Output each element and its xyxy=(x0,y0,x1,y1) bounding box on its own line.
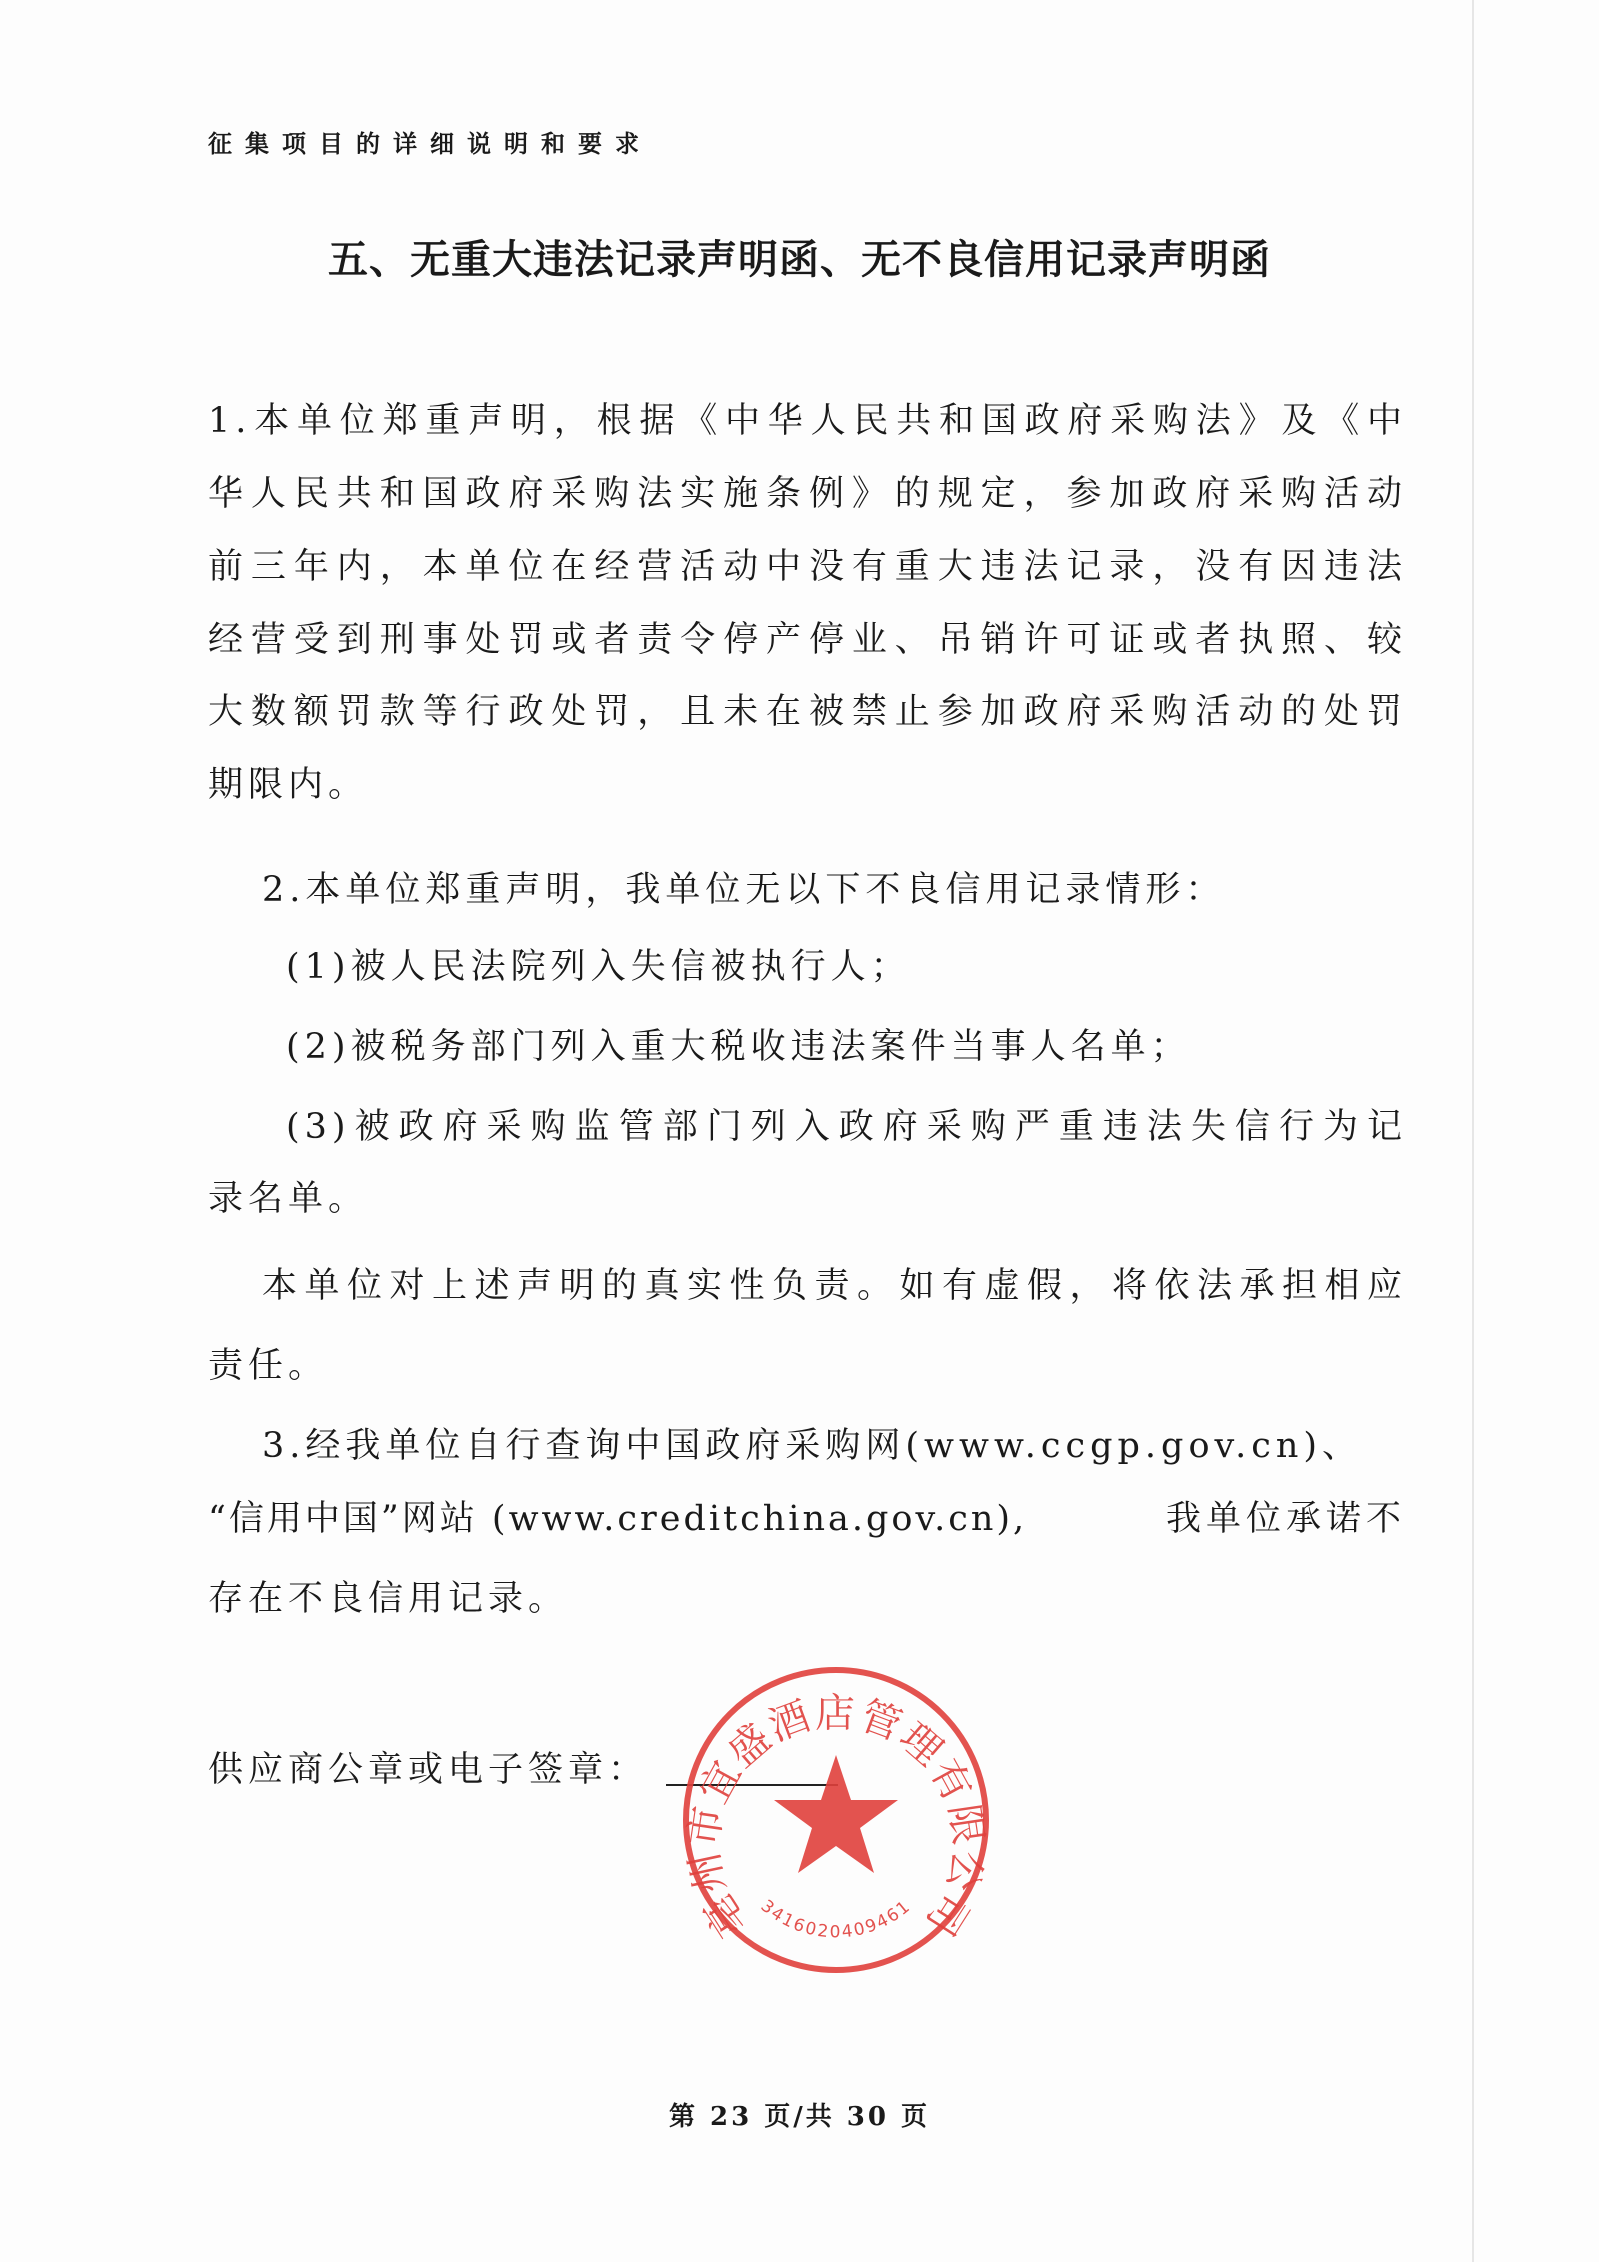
running-header: 征集项目的详细说明和要求 xyxy=(208,130,652,158)
list-item-cont: 录名单。 xyxy=(208,1179,369,1219)
para3-line: 我单位承诺不 xyxy=(1166,1499,1407,1539)
responsibility-line: 责任。 xyxy=(208,1346,329,1386)
scan-edge xyxy=(1472,0,1474,2262)
star-icon xyxy=(774,1755,898,1873)
page-footer: 第 23 页/共 30 页 xyxy=(668,2102,931,2132)
para1-line: 期限内。 xyxy=(208,765,369,805)
company-seal xyxy=(676,1660,996,1980)
seal-code: 3416020409461 xyxy=(756,1896,916,1943)
para1-line: 前三年内，本单位在经营活动中没有重大违法记录，没有因违法 xyxy=(208,547,1407,587)
para2-intro: 2.本单位郑重声明，我单位无以下不良信用记录情形： xyxy=(262,870,1226,910)
signature-label: 供应商公章或电子签章： xyxy=(208,1750,649,1790)
para1-line: 大数额罚款等行政处罚，且未在被禁止参加政府采购活动的处罚 xyxy=(208,692,1407,732)
para1-line: 经营受到刑事处罚或者责令停产停业、吊销许可证或者执照、较 xyxy=(208,620,1407,660)
svg-text:3416020409461 xyxy=(757,1896,916,1942)
list-item: (2)被税务部门列入重大税收违法案件当事人名单； xyxy=(286,1027,1191,1067)
para1-line: 1.本单位郑重声明，根据《中华人民共和国政府采购法》及《中 xyxy=(208,401,1407,441)
para3-line: 3.经我单位自行查询中国政府采购网(www.ccgp.gov.cn)、 xyxy=(262,1426,1363,1466)
para1-line: 华人民共和国政府采购法实施条例》的规定，参加政府采购活动 xyxy=(208,474,1407,514)
seal-name: 亳州市宜盛酒店管理有限公司 xyxy=(680,1690,992,1945)
page-title: 五、无重大违法记录声明函、无不良信用记录声明函 xyxy=(328,237,1271,283)
para3-line: 存在不良信用记录。 xyxy=(208,1579,569,1619)
para3-line: “信用中国”网站 (www.creditchina.gov.cn), xyxy=(208,1499,1028,1539)
list-item: (3)被政府采购监管部门列入政府采购严重违法失信行为记 xyxy=(286,1107,1407,1147)
responsibility-line: 本单位对上述声明的真实性负责。如有虚假，将依法承担相应 xyxy=(262,1266,1407,1306)
list-item: (1)被人民法院列入失信被执行人； xyxy=(286,947,911,987)
